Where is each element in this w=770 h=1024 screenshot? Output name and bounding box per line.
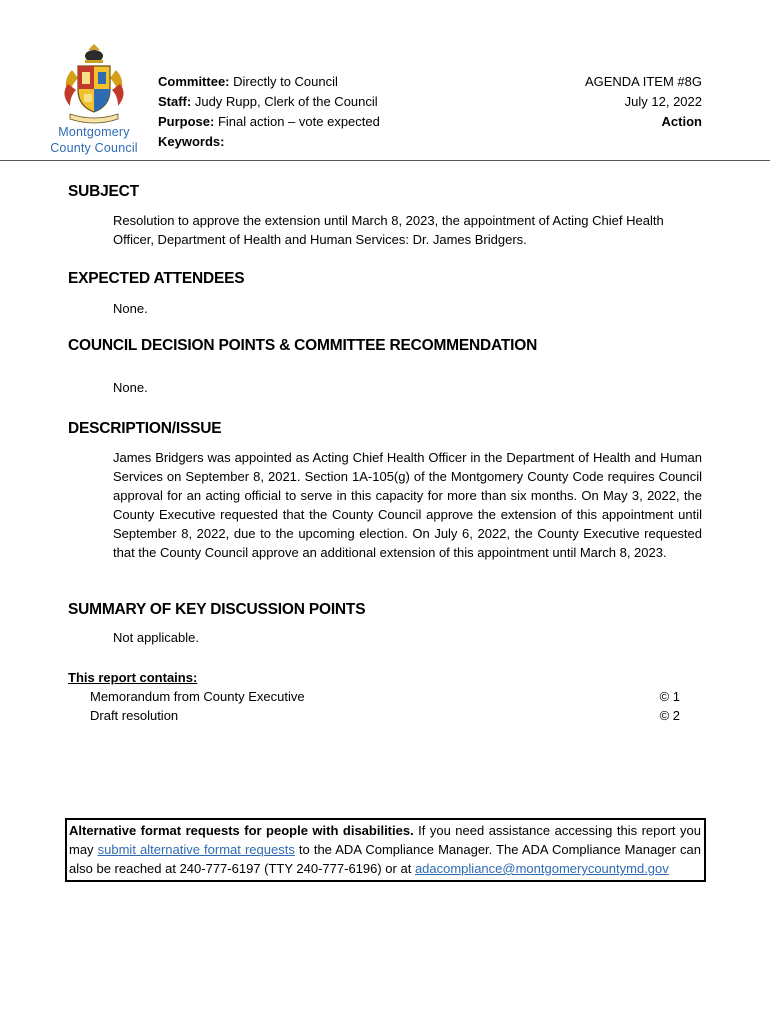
header-divider bbox=[0, 160, 770, 161]
staff-row bbox=[158, 92, 380, 112]
subject-heading: SUBJECT bbox=[68, 183, 139, 200]
notice-text-2: to the ADA Compliance Manager. The ADA Compliance Manager can also be reached at 240-777-6197 (TTY 240-777-6196) or at bbox=[69, 842, 702, 876]
alternative-format-link[interactable]: submit alternative format requests bbox=[97, 842, 295, 857]
staff-label: Staff: bbox=[158, 94, 192, 109]
summary-section bbox=[68, 600, 702, 647]
subject-text: Resolution to approve the extension until March 8, 2023, the appointment of Acting Chief Health Officer, Department of Health and Human Services: Dr. James Bridgers. bbox=[113, 213, 664, 247]
summary-text: Not applicable. bbox=[113, 630, 199, 645]
organization-name bbox=[40, 124, 148, 156]
staff-value: Judy Rupp, Clerk of the Council bbox=[194, 94, 378, 109]
subject-section bbox=[68, 182, 702, 249]
coat-of-arms-icon bbox=[58, 44, 130, 124]
report-contents-title: This report contains: bbox=[68, 670, 198, 685]
expected-attendees-section bbox=[68, 269, 702, 318]
ada-email-link[interactable]: adacompliance@montgomerycountymd.gov bbox=[414, 861, 669, 876]
list-item-ref: © 2 bbox=[659, 708, 680, 723]
organization-name-line2: County Council bbox=[50, 141, 138, 155]
purpose-row bbox=[158, 112, 380, 132]
committee-label: Committee: bbox=[158, 74, 230, 89]
agenda-info bbox=[585, 72, 702, 132]
meeting-metadata bbox=[158, 72, 380, 152]
decision-points-heading: COUNCIL DECISION POINTS & COMMITTEE RECOMMENDATION bbox=[68, 337, 538, 354]
purpose-label: Purpose: bbox=[158, 114, 215, 129]
keywords-label: Keywords: bbox=[158, 134, 225, 149]
county-seal-logo bbox=[58, 44, 130, 124]
action-type: Action bbox=[661, 114, 702, 129]
meeting-date: July 12, 2022 bbox=[624, 94, 702, 109]
accessibility-notice bbox=[65, 818, 706, 882]
report-contents bbox=[68, 668, 688, 725]
notice-bold-text: Alternative format requests for people with disabilities. bbox=[69, 823, 414, 838]
summary-heading: SUMMARY OF KEY DISCUSSION POINTS bbox=[68, 601, 366, 618]
list-item-ref: © 1 bbox=[659, 689, 680, 704]
list-item-label: Memorandum from County Executive bbox=[90, 689, 305, 704]
purpose-value: Final action – vote expected bbox=[217, 114, 380, 129]
description-text: James Bridgers was appointed as Acting Chief Health Officer in the Department of Health and Human Services on September 8, 2021. Section 1A-105(g) of the Montgomery County Code requires Council approval for an acting official to serve in this capacity for more than six months. On May 3, 2022, the County Executive requested that the County Council approve the extension of this appointment until September 8, 2022, due to the upcoming election. On July 6, 2022, the County Executive requested that the County Council approve an additional extension of this appointment until March 8, 2023. bbox=[113, 450, 702, 560]
keywords-row bbox=[158, 132, 380, 152]
list-item-label: Draft resolution bbox=[90, 708, 179, 723]
expected-attendees-heading: EXPECTED ATTENDEES bbox=[68, 270, 245, 287]
committee-value: Directly to Council bbox=[233, 74, 338, 89]
description-section bbox=[68, 419, 702, 562]
decision-points-text: None. bbox=[113, 380, 148, 395]
description-heading: DESCRIPTION/ISSUE bbox=[68, 420, 222, 437]
expected-attendees-text: None. bbox=[113, 301, 148, 316]
list-item bbox=[68, 687, 688, 706]
organization-name-line1: Montgomery bbox=[58, 125, 130, 139]
agenda-item-number: AGENDA ITEM #8G bbox=[584, 74, 702, 89]
list-item bbox=[68, 706, 688, 725]
committee-row bbox=[158, 72, 380, 92]
decision-points-section bbox=[68, 336, 702, 397]
notice-text-1: If you need assistance accessing this report you may bbox=[69, 823, 701, 857]
